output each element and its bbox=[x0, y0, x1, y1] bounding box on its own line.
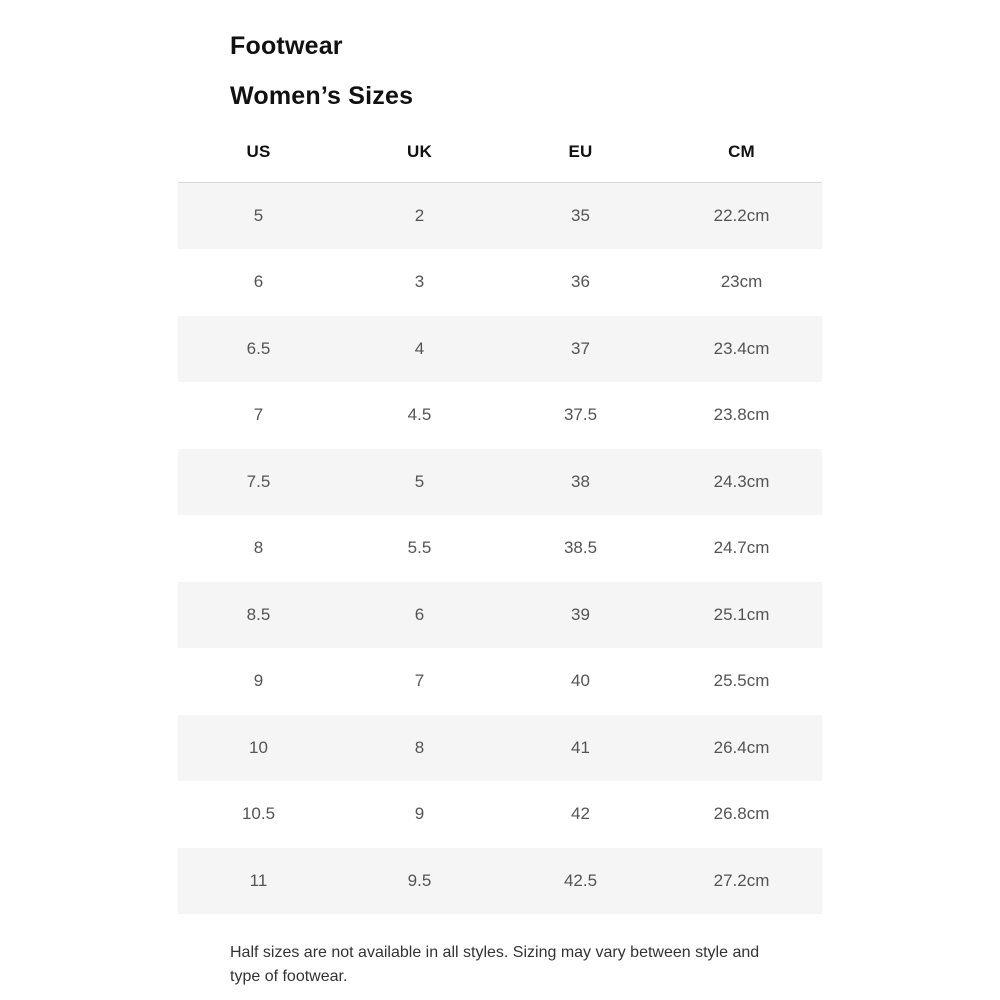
table-cell: 24.3cm bbox=[713, 471, 770, 491]
table-cell: 37.5 bbox=[563, 405, 598, 425]
table-cell: 42 bbox=[571, 804, 590, 824]
table-row bbox=[178, 183, 822, 250]
table-cell: 7.5 bbox=[246, 471, 271, 491]
column-header-uk: UK bbox=[339, 142, 500, 183]
table-row bbox=[178, 781, 822, 848]
table-cell: 5 bbox=[253, 206, 264, 225]
table-cell: 4 bbox=[414, 338, 425, 358]
table-cell: 42.5 bbox=[563, 870, 598, 890]
table-cell: 35 bbox=[571, 206, 590, 225]
table-cell: 5.5 bbox=[407, 538, 432, 558]
table-cell: 5 bbox=[414, 471, 425, 491]
table-row bbox=[178, 449, 822, 516]
table-cell: 6 bbox=[253, 272, 264, 292]
table-cell: 4.5 bbox=[407, 405, 432, 425]
table-cell: 26.4cm bbox=[713, 737, 770, 757]
size-table bbox=[178, 142, 822, 914]
size-table-body bbox=[178, 183, 822, 915]
table-cell: 39 bbox=[571, 604, 590, 624]
table-row bbox=[178, 382, 822, 449]
table-cell: 9 bbox=[253, 671, 264, 691]
table-row bbox=[178, 582, 822, 649]
table-cell: 23.4cm bbox=[713, 338, 770, 358]
table-cell: 26.8cm bbox=[713, 804, 770, 824]
table-header-row bbox=[178, 142, 822, 183]
table-cell: 10 bbox=[249, 737, 268, 757]
table-cell: 38.5 bbox=[563, 538, 598, 558]
table-cell: 7 bbox=[253, 405, 264, 425]
heading-block bbox=[178, 32, 822, 111]
table-row bbox=[178, 715, 822, 782]
table-cell: 7 bbox=[414, 671, 425, 691]
page-title: Footwear bbox=[230, 32, 343, 60]
table-cell: 22.2cm bbox=[713, 206, 770, 225]
table-cell: 23.8cm bbox=[713, 405, 770, 425]
table-cell: 25.1cm bbox=[713, 604, 770, 624]
table-cell: 8 bbox=[253, 538, 264, 558]
table-cell: 24.7cm bbox=[713, 538, 770, 558]
table-cell: 10.5 bbox=[241, 804, 276, 824]
table-cell: 27.2cm bbox=[713, 870, 770, 890]
column-header-us: US bbox=[178, 142, 339, 183]
table-cell: 38 bbox=[571, 471, 590, 491]
size-guide-panel bbox=[178, 32, 822, 989]
table-cell: 11 bbox=[249, 870, 268, 890]
table-row bbox=[178, 848, 822, 915]
column-header-cm: CM bbox=[661, 142, 822, 183]
table-cell: 6.5 bbox=[246, 338, 271, 358]
table-row bbox=[178, 249, 822, 316]
table-cell: 8 bbox=[414, 737, 425, 757]
column-header-eu: EU bbox=[500, 142, 661, 183]
size-table-head bbox=[178, 142, 822, 183]
table-row bbox=[178, 515, 822, 582]
table-cell: 9 bbox=[414, 804, 425, 824]
table-cell: 3 bbox=[414, 272, 425, 292]
table-cell: 23cm bbox=[720, 272, 763, 292]
page-subtitle: Women’s Sizes bbox=[230, 82, 414, 110]
table-cell: 41 bbox=[571, 737, 590, 757]
sizing-note: Half sizes are not available in all styles. Sizing may vary between style and type of footwear. bbox=[230, 944, 760, 985]
table-cell: 36 bbox=[571, 272, 590, 292]
table-cell: 2 bbox=[414, 206, 425, 225]
table-cell: 25.5cm bbox=[713, 671, 770, 691]
table-cell: 6 bbox=[414, 604, 425, 624]
table-cell: 9.5 bbox=[407, 870, 432, 890]
table-row bbox=[178, 316, 822, 383]
table-cell: 37 bbox=[571, 338, 590, 358]
table-row bbox=[178, 648, 822, 715]
table-cell: 8.5 bbox=[246, 604, 271, 624]
table-cell: 40 bbox=[571, 671, 590, 691]
